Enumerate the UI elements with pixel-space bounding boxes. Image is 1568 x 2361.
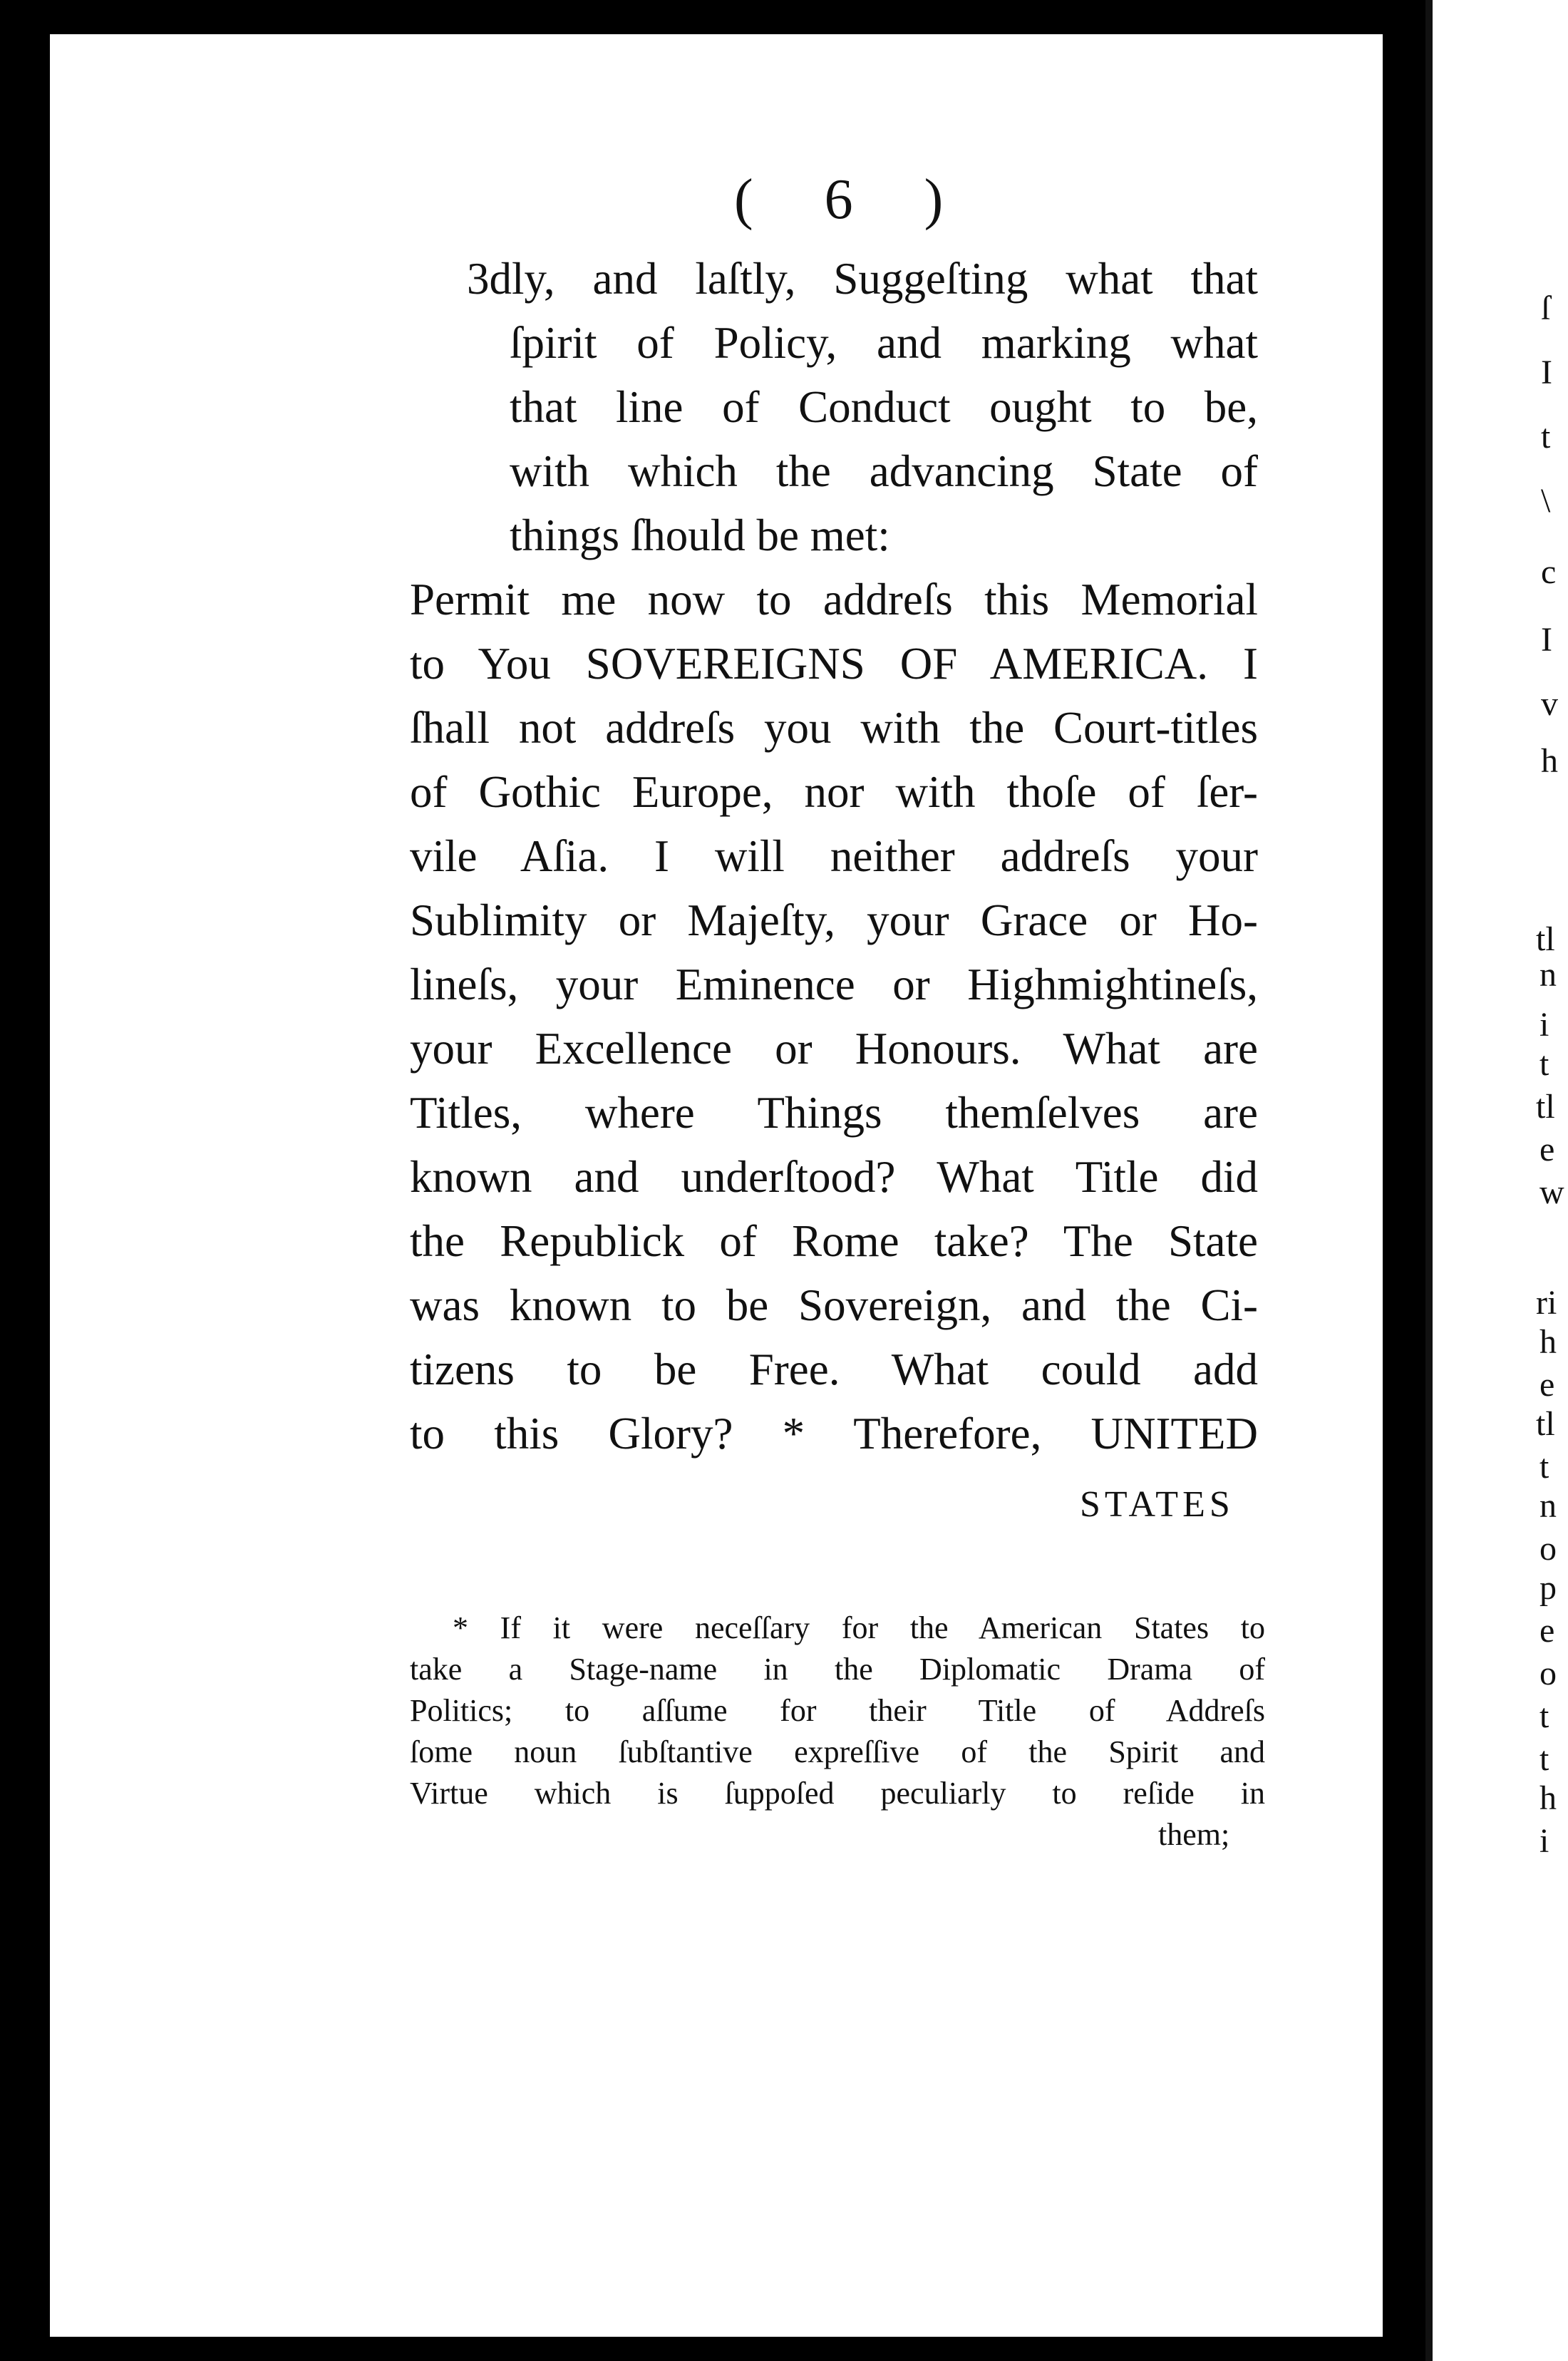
footnote-line: * If it were neceſſary for the American States to: [453, 1610, 1265, 1645]
fragment: c: [1541, 553, 1557, 591]
fragment: e: [1539, 1131, 1555, 1168]
text-line: Titles, where Things themſelves are: [410, 1088, 1258, 1138]
fragment: tl: [1536, 1405, 1555, 1443]
fragment: ri: [1536, 1284, 1557, 1322]
footnote-line: take a Stage-name in the Diplomatic Drama of: [410, 1652, 1265, 1687]
fragment: h: [1539, 1779, 1557, 1817]
fragment: I: [1541, 621, 1552, 659]
fragment: t: [1539, 1697, 1549, 1735]
fragment: ſ: [1541, 289, 1551, 327]
text-line: ſhall not addreſs you with the Court-titles: [410, 703, 1258, 753]
text-line: the Republick of Rome take? The State: [410, 1216, 1258, 1266]
catchword: STATES: [1080, 1484, 1234, 1525]
fragment: w: [1539, 1173, 1564, 1211]
fragment: tl: [1536, 920, 1555, 958]
fragment: e: [1539, 1612, 1555, 1650]
fragment: \: [1541, 482, 1551, 520]
text-line: Permit me now to addreſs this Memorial: [410, 575, 1258, 624]
fragment: t: [1539, 1045, 1549, 1083]
text-line: lineſs, your Eminence or Highmightineſs,: [410, 960, 1258, 1009]
fragment: h: [1539, 1323, 1557, 1361]
footnote-line: Politics; to aſſume for their Title of Addreſs: [410, 1693, 1265, 1728]
fragment: h: [1541, 742, 1558, 780]
fragment: i: [1539, 1006, 1549, 1044]
text-line: 3dly, and laſtly, Suggeſting what that: [467, 254, 1258, 304]
page-header: ( 6 ): [734, 168, 972, 231]
footnote-line: them;: [1158, 1817, 1230, 1852]
fragment: v: [1541, 685, 1558, 723]
fragment: o: [1539, 1655, 1557, 1692]
text-line: tizens to be Free. What could add: [410, 1344, 1258, 1394]
fragment: p: [1539, 1569, 1557, 1607]
fragment: n: [1539, 956, 1557, 994]
fragment: n: [1539, 1487, 1557, 1525]
text-line: to You SOVEREIGNS OF AMERICA. I: [410, 639, 1258, 689]
text-line: to this Glory? * Therefore, UNITED: [410, 1409, 1258, 1459]
text-line: vile Aſia. I will neither addreſs your: [410, 831, 1258, 881]
text-line: known and underſtood? What Title did: [410, 1152, 1258, 1202]
text-line: of Gothic Europe, nor with thoſe of ſer-: [410, 767, 1258, 817]
text-line: that line of Conduct ought to be,: [510, 382, 1258, 432]
fragment: t: [1541, 418, 1551, 456]
text-line: with which the advancing State of: [510, 446, 1258, 496]
fragment: e: [1539, 1366, 1555, 1404]
fragment: o: [1539, 1530, 1557, 1568]
footnote-line: ſome noun ſubſtantive expreſſive of the Spirit and: [410, 1734, 1265, 1769]
fragment: tl: [1536, 1088, 1555, 1126]
fragment: I: [1541, 354, 1552, 391]
text-line: things ſhould be met:: [510, 510, 890, 560]
footnote-line: Virtue which is ſuppoſed peculiarly to reſide in: [410, 1776, 1265, 1811]
fragment: t: [1539, 1740, 1549, 1778]
text-line: ſpirit of Policy, and marking what: [510, 318, 1258, 368]
text-line: your Excellence or Honours. What are: [410, 1024, 1258, 1074]
fragment: i: [1539, 1822, 1549, 1860]
fragment: t: [1539, 1448, 1549, 1486]
text-line: Sublimity or Majeſty, your Grace or Ho-: [410, 895, 1258, 945]
text-line: was known to be Sovereign, and the Ci-: [410, 1280, 1258, 1330]
